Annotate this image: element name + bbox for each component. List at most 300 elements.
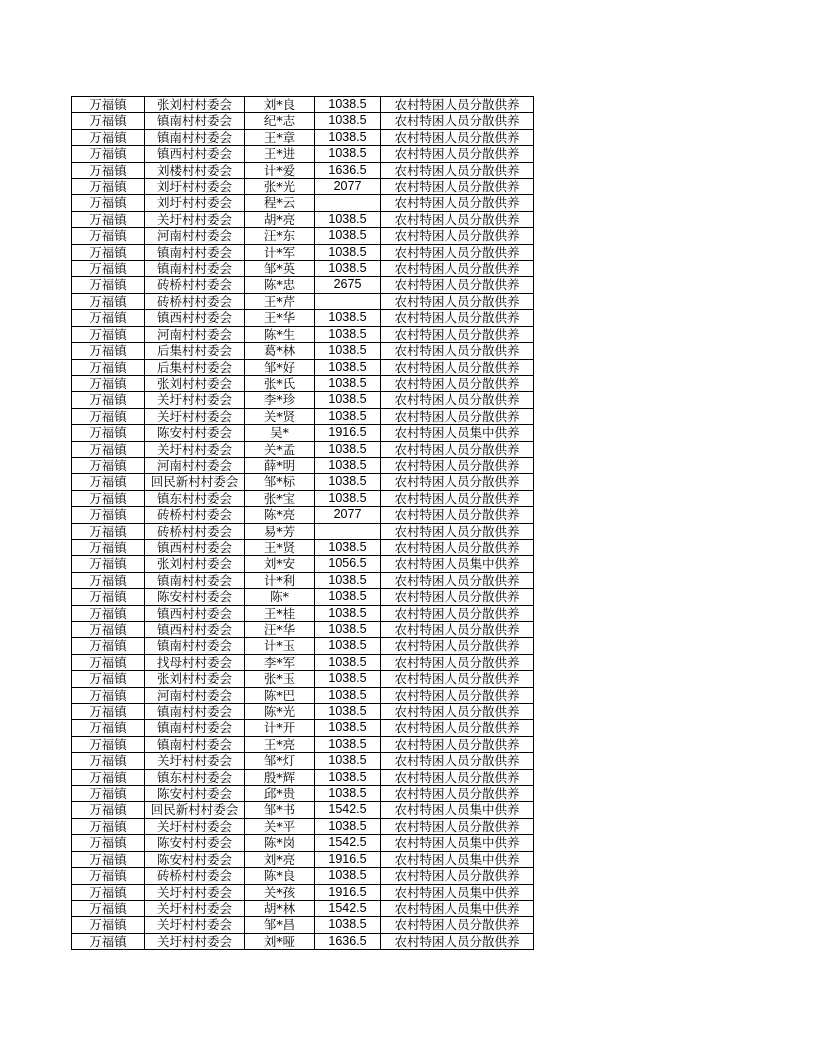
village-committee-cell: 陈安村村委会: [145, 835, 245, 851]
support-type-cell: 农村特困人员集中供养: [381, 900, 534, 916]
table-row: [72, 654, 534, 670]
town-cell: 万福镇: [72, 474, 145, 490]
village-committee-cell: 找母村村委会: [145, 654, 245, 670]
person-name-cell: 张*玉: [245, 671, 315, 687]
table-row: [72, 704, 534, 720]
support-type-cell: 农村特困人员分散供养: [381, 523, 534, 539]
amount-cell: 1038.5: [315, 343, 381, 359]
person-name-cell: 陈*忠: [245, 277, 315, 293]
person-name-cell: 吴*: [245, 425, 315, 441]
village-committee-cell: 镇西村村委会: [145, 605, 245, 621]
person-name-cell: 李*珍: [245, 392, 315, 408]
amount-cell: 1038.5: [315, 868, 381, 884]
table-row: [72, 622, 534, 638]
support-type-cell: 农村特困人员分散供养: [381, 310, 534, 326]
village-committee-cell: 砖桥村村委会: [145, 507, 245, 523]
table-row: [72, 556, 534, 572]
village-committee-cell: 后集村村委会: [145, 343, 245, 359]
amount-cell: 1636.5: [315, 933, 381, 949]
table-row: [72, 392, 534, 408]
town-cell: 万福镇: [72, 162, 145, 178]
town-cell: 万福镇: [72, 933, 145, 949]
amount-cell: 1038.5: [315, 211, 381, 227]
person-name-cell: 计*军: [245, 244, 315, 260]
amount-cell: 1038.5: [315, 441, 381, 457]
table-row: [72, 211, 534, 227]
table-row: [72, 786, 534, 802]
amount-cell: [315, 523, 381, 539]
village-committee-cell: 砖桥村村委会: [145, 868, 245, 884]
person-name-cell: 程*云: [245, 195, 315, 211]
person-name-cell: 王*章: [245, 129, 315, 145]
village-committee-cell: 关圩村村委会: [145, 211, 245, 227]
village-committee-cell: 镇南村村委会: [145, 261, 245, 277]
support-type-cell: 农村特困人员分散供养: [381, 671, 534, 687]
person-name-cell: 计*利: [245, 572, 315, 588]
amount-cell: 1038.5: [315, 917, 381, 933]
town-cell: 万福镇: [72, 769, 145, 785]
town-cell: 万福镇: [72, 408, 145, 424]
village-committee-cell: 镇南村村委会: [145, 704, 245, 720]
person-name-cell: 关*平: [245, 818, 315, 834]
village-committee-cell: 关圩村村委会: [145, 392, 245, 408]
amount-cell: 1038.5: [315, 539, 381, 555]
town-cell: 万福镇: [72, 786, 145, 802]
town-cell: 万福镇: [72, 638, 145, 654]
table-row: [72, 474, 534, 490]
town-cell: 万福镇: [72, 884, 145, 900]
town-cell: 万福镇: [72, 392, 145, 408]
person-name-cell: 邹*书: [245, 802, 315, 818]
village-committee-cell: 砖桥村村委会: [145, 277, 245, 293]
table-row: [72, 408, 534, 424]
amount-cell: 1038.5: [315, 736, 381, 752]
amount-cell: 2077: [315, 179, 381, 195]
amount-cell: 1038.5: [315, 392, 381, 408]
town-cell: 万福镇: [72, 671, 145, 687]
table-row: [72, 933, 534, 949]
person-name-cell: 邹*灯: [245, 753, 315, 769]
village-committee-cell: 镇南村村委会: [145, 113, 245, 129]
amount-cell: 1038.5: [315, 359, 381, 375]
amount-cell: 1038.5: [315, 818, 381, 834]
table-row: [72, 917, 534, 933]
support-type-cell: 农村特困人员分散供养: [381, 589, 534, 605]
town-cell: 万福镇: [72, 97, 145, 113]
town-cell: 万福镇: [72, 277, 145, 293]
village-committee-cell: 河南村村委会: [145, 457, 245, 473]
amount-cell: 1038.5: [315, 572, 381, 588]
person-name-cell: 张*光: [245, 179, 315, 195]
town-cell: 万福镇: [72, 195, 145, 211]
support-type-cell: 农村特困人员集中供养: [381, 884, 534, 900]
support-type-cell: 农村特困人员分散供养: [381, 129, 534, 145]
village-committee-cell: 刘楼村村委会: [145, 162, 245, 178]
person-name-cell: 邹*昌: [245, 917, 315, 933]
person-name-cell: 汪*东: [245, 228, 315, 244]
town-cell: 万福镇: [72, 654, 145, 670]
table-row: [72, 293, 534, 309]
town-cell: 万福镇: [72, 228, 145, 244]
village-committee-cell: 张刘村村委会: [145, 97, 245, 113]
village-committee-cell: 关圩村村委会: [145, 933, 245, 949]
table-row: [72, 146, 534, 162]
support-type-cell: 农村特困人员分散供养: [381, 572, 534, 588]
town-cell: 万福镇: [72, 375, 145, 391]
person-name-cell: 王*桂: [245, 605, 315, 621]
person-name-cell: 刘*良: [245, 97, 315, 113]
town-cell: 万福镇: [72, 211, 145, 227]
table-row: [72, 490, 534, 506]
amount-cell: 1038.5: [315, 490, 381, 506]
town-cell: 万福镇: [72, 146, 145, 162]
village-committee-cell: 陈安村村委会: [145, 851, 245, 867]
support-type-cell: 农村特困人员分散供养: [381, 277, 534, 293]
amount-cell: 1038.5: [315, 457, 381, 473]
person-name-cell: 陈*岗: [245, 835, 315, 851]
table-row: [72, 835, 534, 851]
town-cell: 万福镇: [72, 851, 145, 867]
town-cell: 万福镇: [72, 326, 145, 342]
village-committee-cell: 河南村村委会: [145, 228, 245, 244]
town-cell: 万福镇: [72, 802, 145, 818]
support-type-cell: 农村特困人员集中供养: [381, 851, 534, 867]
village-committee-cell: 刘圩村村委会: [145, 179, 245, 195]
village-committee-cell: 关圩村村委会: [145, 753, 245, 769]
town-cell: 万福镇: [72, 179, 145, 195]
person-name-cell: 王*华: [245, 310, 315, 326]
table-row: [72, 244, 534, 260]
person-name-cell: 李*军: [245, 654, 315, 670]
village-committee-cell: 陈安村村委会: [145, 589, 245, 605]
town-cell: 万福镇: [72, 359, 145, 375]
town-cell: 万福镇: [72, 343, 145, 359]
support-type-cell: 农村特困人员分散供养: [381, 769, 534, 785]
village-committee-cell: 镇南村村委会: [145, 572, 245, 588]
person-name-cell: 张*氏: [245, 375, 315, 391]
village-committee-cell: 陈安村村委会: [145, 786, 245, 802]
table-row: [72, 326, 534, 342]
amount-cell: 1038.5: [315, 228, 381, 244]
amount-cell: 1636.5: [315, 162, 381, 178]
table-row: [72, 900, 534, 916]
person-name-cell: 关*贤: [245, 408, 315, 424]
amount-cell: 1038.5: [315, 704, 381, 720]
town-cell: 万福镇: [72, 753, 145, 769]
support-type-cell: 农村特困人员分散供养: [381, 408, 534, 424]
support-type-cell: 农村特困人员分散供养: [381, 507, 534, 523]
table-row: [72, 343, 534, 359]
town-cell: 万福镇: [72, 244, 145, 260]
amount-cell: 1038.5: [315, 720, 381, 736]
person-name-cell: 计*开: [245, 720, 315, 736]
amount-cell: 1038.5: [315, 687, 381, 703]
village-committee-cell: 镇东村村委会: [145, 769, 245, 785]
person-name-cell: 关*孟: [245, 441, 315, 457]
amount-cell: 1038.5: [315, 244, 381, 260]
table-row: [72, 753, 534, 769]
support-type-cell: 农村特困人员分散供养: [381, 162, 534, 178]
village-committee-cell: 镇南村村委会: [145, 129, 245, 145]
support-type-cell: 农村特困人员分散供养: [381, 343, 534, 359]
village-committee-cell: 河南村村委会: [145, 326, 245, 342]
amount-cell: 1038.5: [315, 638, 381, 654]
support-type-cell: 农村特困人员分散供养: [381, 228, 534, 244]
support-type-cell: 农村特困人员分散供养: [381, 146, 534, 162]
support-type-cell: 农村特困人员分散供养: [381, 113, 534, 129]
person-name-cell: 邹*英: [245, 261, 315, 277]
support-type-cell: 农村特困人员分散供养: [381, 933, 534, 949]
person-name-cell: 葛*林: [245, 343, 315, 359]
support-type-cell: 农村特困人员分散供养: [381, 375, 534, 391]
person-name-cell: 陈*生: [245, 326, 315, 342]
amount-cell: 1038.5: [315, 474, 381, 490]
amount-cell: [315, 293, 381, 309]
support-type-cell: 农村特困人员分散供养: [381, 605, 534, 621]
person-name-cell: 汪*华: [245, 622, 315, 638]
town-cell: 万福镇: [72, 425, 145, 441]
person-name-cell: 计*玉: [245, 638, 315, 654]
support-type-cell: 农村特困人员分散供养: [381, 753, 534, 769]
person-name-cell: 张*宝: [245, 490, 315, 506]
village-committee-cell: 关圩村村委会: [145, 917, 245, 933]
amount-cell: 1038.5: [315, 113, 381, 129]
table-row: [72, 129, 534, 145]
support-type-cell: 农村特困人员集中供养: [381, 835, 534, 851]
support-type-cell: 农村特困人员分散供养: [381, 720, 534, 736]
support-type-cell: 农村特困人员分散供养: [381, 211, 534, 227]
person-name-cell: 计*爱: [245, 162, 315, 178]
person-name-cell: 刘*亮: [245, 851, 315, 867]
town-cell: 万福镇: [72, 572, 145, 588]
town-cell: 万福镇: [72, 310, 145, 326]
town-cell: 万福镇: [72, 605, 145, 621]
person-name-cell: 胡*林: [245, 900, 315, 916]
village-committee-cell: 镇西村村委会: [145, 539, 245, 555]
person-name-cell: 邹*好: [245, 359, 315, 375]
support-type-cell: 农村特困人员集中供养: [381, 556, 534, 572]
amount-cell: 1916.5: [315, 425, 381, 441]
town-cell: 万福镇: [72, 736, 145, 752]
town-cell: 万福镇: [72, 835, 145, 851]
table-row: [72, 736, 534, 752]
support-type-cell: 农村特困人员分散供养: [381, 622, 534, 638]
amount-cell: 1038.5: [315, 786, 381, 802]
amount-cell: 1038.5: [315, 605, 381, 621]
person-name-cell: 陈*良: [245, 868, 315, 884]
table-row: [72, 884, 534, 900]
village-committee-cell: 镇南村村委会: [145, 736, 245, 752]
village-committee-cell: 陈安村村委会: [145, 425, 245, 441]
village-committee-cell: 张刘村村委会: [145, 671, 245, 687]
table-row: [72, 851, 534, 867]
amount-cell: 1916.5: [315, 884, 381, 900]
support-type-cell: 农村特困人员分散供养: [381, 654, 534, 670]
support-type-cell: 农村特困人员分散供养: [381, 490, 534, 506]
amount-cell: 1038.5: [315, 408, 381, 424]
table-row: [72, 507, 534, 523]
support-type-cell: 农村特困人员分散供养: [381, 293, 534, 309]
town-cell: 万福镇: [72, 261, 145, 277]
support-type-cell: 农村特困人员分散供养: [381, 917, 534, 933]
person-name-cell: 陈*: [245, 589, 315, 605]
town-cell: 万福镇: [72, 556, 145, 572]
amount-cell: 1056.5: [315, 556, 381, 572]
table-row: [72, 457, 534, 473]
amount-cell: 1038.5: [315, 310, 381, 326]
village-committee-cell: 回民新村村委会: [145, 802, 245, 818]
table-row: [72, 638, 534, 654]
support-type-cell: 农村特困人员分散供养: [381, 736, 534, 752]
person-name-cell: 王*进: [245, 146, 315, 162]
support-type-cell: 农村特困人员分散供养: [381, 441, 534, 457]
amount-cell: 1038.5: [315, 375, 381, 391]
person-name-cell: 胡*亮: [245, 211, 315, 227]
town-cell: 万福镇: [72, 523, 145, 539]
town-cell: 万福镇: [72, 868, 145, 884]
person-name-cell: 易*芳: [245, 523, 315, 539]
table-row: [72, 818, 534, 834]
amount-cell: 1038.5: [315, 97, 381, 113]
table-row: [72, 425, 534, 441]
amount-cell: 2077: [315, 507, 381, 523]
amount-cell: 1038.5: [315, 326, 381, 342]
town-cell: 万福镇: [72, 720, 145, 736]
town-cell: 万福镇: [72, 704, 145, 720]
village-committee-cell: 砖桥村村委会: [145, 293, 245, 309]
village-committee-cell: 镇南村村委会: [145, 720, 245, 736]
amount-cell: 1038.5: [315, 622, 381, 638]
support-type-cell: 农村特困人员分散供养: [381, 786, 534, 802]
support-type-cell: 农村特困人员分散供养: [381, 457, 534, 473]
person-name-cell: 关*孩: [245, 884, 315, 900]
person-name-cell: 薛*明: [245, 457, 315, 473]
amount-cell: 1038.5: [315, 146, 381, 162]
amount-cell: 1542.5: [315, 802, 381, 818]
person-name-cell: 陈*亮: [245, 507, 315, 523]
table-row: [72, 868, 534, 884]
person-name-cell: 王*亮: [245, 736, 315, 752]
table-row: [72, 113, 534, 129]
table-row: [72, 310, 534, 326]
table-row: [72, 769, 534, 785]
person-name-cell: 纪*志: [245, 113, 315, 129]
person-name-cell: 陈*光: [245, 704, 315, 720]
town-cell: 万福镇: [72, 113, 145, 129]
amount-cell: 1542.5: [315, 835, 381, 851]
town-cell: 万福镇: [72, 441, 145, 457]
table-row: [72, 523, 534, 539]
village-committee-cell: 关圩村村委会: [145, 441, 245, 457]
village-committee-cell: 关圩村村委会: [145, 408, 245, 424]
person-name-cell: 刘*哑: [245, 933, 315, 949]
village-committee-cell: 镇西村村委会: [145, 622, 245, 638]
support-type-cell: 农村特困人员分散供养: [381, 195, 534, 211]
village-committee-cell: 张刘村村委会: [145, 375, 245, 391]
town-cell: 万福镇: [72, 917, 145, 933]
village-committee-cell: 张刘村村委会: [145, 556, 245, 572]
village-committee-cell: 镇南村村委会: [145, 244, 245, 260]
table-row: [72, 441, 534, 457]
amount-cell: 1038.5: [315, 589, 381, 605]
support-type-cell: 农村特困人员分散供养: [381, 638, 534, 654]
table-row: [72, 359, 534, 375]
records-table-body: [72, 97, 534, 950]
support-type-cell: 农村特困人员分散供养: [381, 474, 534, 490]
table-row: [72, 277, 534, 293]
table-row: [72, 261, 534, 277]
support-type-cell: 农村特困人员分散供养: [381, 97, 534, 113]
support-type-cell: 农村特困人员分散供养: [381, 359, 534, 375]
town-cell: 万福镇: [72, 507, 145, 523]
person-name-cell: 王*贤: [245, 539, 315, 555]
table-row: [72, 97, 534, 113]
amount-cell: 1038.5: [315, 129, 381, 145]
support-type-cell: 农村特困人员分散供养: [381, 818, 534, 834]
amount-cell: 1038.5: [315, 671, 381, 687]
support-type-cell: 农村特困人员分散供养: [381, 539, 534, 555]
village-committee-cell: 镇西村村委会: [145, 146, 245, 162]
village-committee-cell: 后集村村委会: [145, 359, 245, 375]
amount-cell: 1542.5: [315, 900, 381, 916]
table-row: [72, 162, 534, 178]
amount-cell: 1038.5: [315, 654, 381, 670]
town-cell: 万福镇: [72, 490, 145, 506]
town-cell: 万福镇: [72, 687, 145, 703]
table-row: [72, 539, 534, 555]
village-committee-cell: 刘圩村村委会: [145, 195, 245, 211]
support-type-cell: 农村特困人员分散供养: [381, 704, 534, 720]
town-cell: 万福镇: [72, 818, 145, 834]
person-name-cell: 王*芹: [245, 293, 315, 309]
town-cell: 万福镇: [72, 900, 145, 916]
table-row: [72, 802, 534, 818]
support-type-cell: 农村特困人员分散供养: [381, 179, 534, 195]
person-name-cell: 邱*贵: [245, 786, 315, 802]
town-cell: 万福镇: [72, 293, 145, 309]
village-committee-cell: 镇东村村委会: [145, 490, 245, 506]
amount-cell: 1038.5: [315, 753, 381, 769]
amount-cell: 2675: [315, 277, 381, 293]
table-row: [72, 605, 534, 621]
village-committee-cell: 河南村村委会: [145, 687, 245, 703]
records-table: [71, 96, 534, 950]
support-type-cell: 农村特困人员集中供养: [381, 425, 534, 441]
village-committee-cell: 镇西村村委会: [145, 310, 245, 326]
town-cell: 万福镇: [72, 457, 145, 473]
person-name-cell: 邹*标: [245, 474, 315, 490]
support-type-cell: 农村特困人员集中供养: [381, 802, 534, 818]
table-row: [72, 195, 534, 211]
person-name-cell: 陈*巴: [245, 687, 315, 703]
village-committee-cell: 回民新村村委会: [145, 474, 245, 490]
village-committee-cell: 镇南村村委会: [145, 638, 245, 654]
table-row: [72, 589, 534, 605]
village-committee-cell: 关圩村村委会: [145, 900, 245, 916]
support-type-cell: 农村特困人员分散供养: [381, 687, 534, 703]
support-type-cell: 农村特困人员分散供养: [381, 244, 534, 260]
amount-cell: 1038.5: [315, 769, 381, 785]
village-committee-cell: 砖桥村村委会: [145, 523, 245, 539]
table-row: [72, 228, 534, 244]
table-row: [72, 687, 534, 703]
table-row: [72, 375, 534, 391]
amount-cell: 1916.5: [315, 851, 381, 867]
support-type-cell: 农村特困人员分散供养: [381, 868, 534, 884]
town-cell: 万福镇: [72, 539, 145, 555]
table-row: [72, 572, 534, 588]
support-type-cell: 农村特困人员分散供养: [381, 261, 534, 277]
